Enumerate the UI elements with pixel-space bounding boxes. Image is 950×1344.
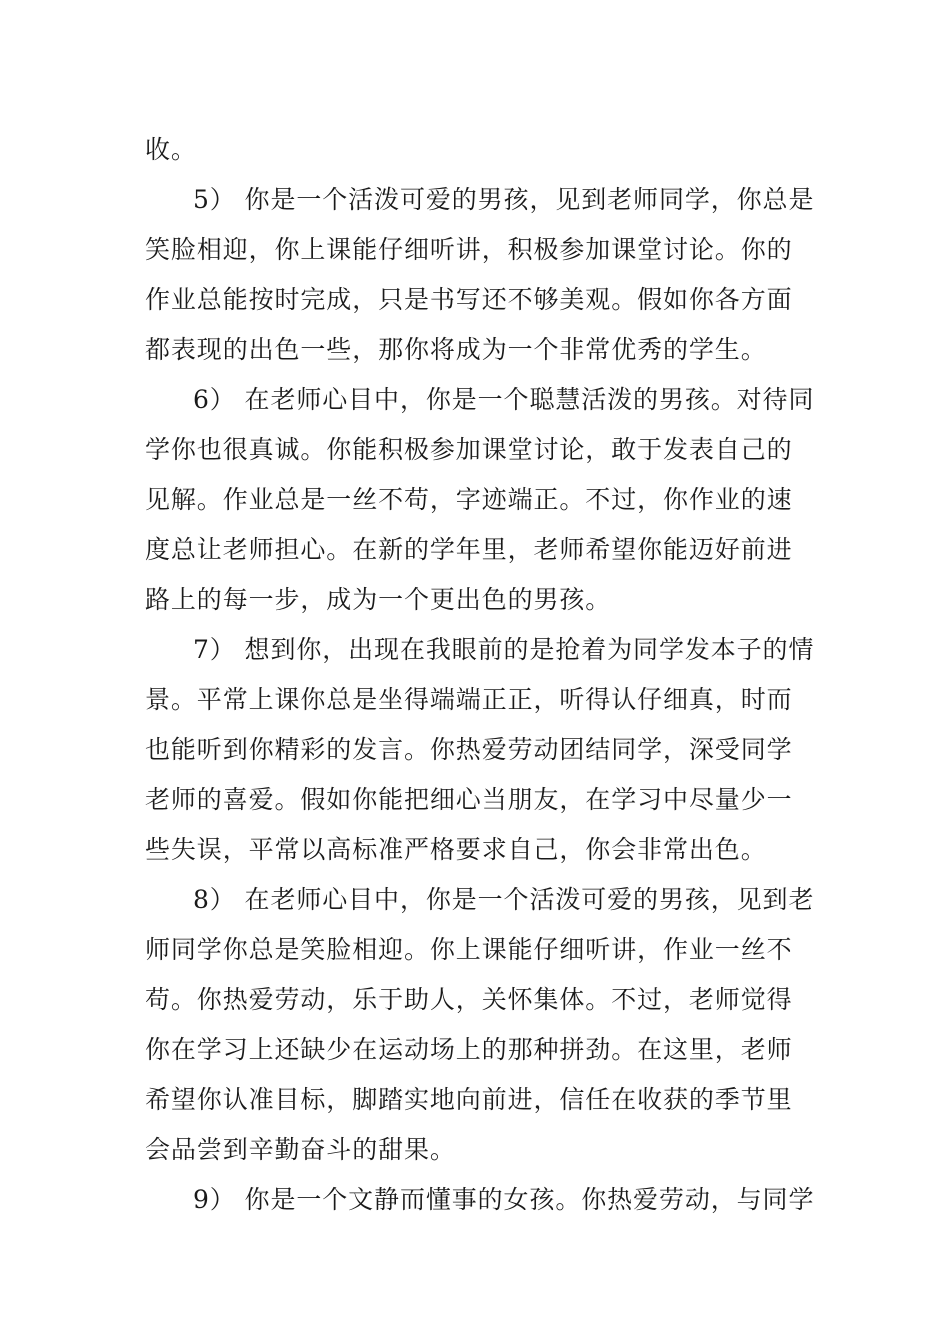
document-body xyxy=(145,125,815,1225)
text-line: 都表现的出色一些，那你将成为一个非常优秀的学生。 xyxy=(145,335,767,364)
text-line: 会品尝到辛勤奋斗的甜果。 xyxy=(145,1135,456,1164)
paragraph-9-line: 9） 你是一个文静而懂事的女孩。你热爱劳动，与同学 xyxy=(193,1185,815,1214)
text-line: 笑脸相迎，你上课能仔细听讲，积极参加课堂讨论。你的 xyxy=(145,235,793,264)
text-line: 作业总能按时完成，只是书写还不够美观。假如你各方面 xyxy=(145,285,793,314)
text-line: 景。平常上课你总是坐得端端正正，听得认仔细真，时而 xyxy=(145,685,793,714)
text-line: 路上的每一步，成为一个更出色的男孩。 xyxy=(145,585,612,614)
text-line: 学你也很真诚。你能积极参加课堂讨论，敢于发表自己的 xyxy=(145,435,793,464)
paragraph-7-line: 7） 想到你，出现在我眼前的是抢着为同学发本子的情 xyxy=(193,635,815,664)
paragraph-6-line: 6） 在老师心目中，你是一个聪慧活泼的男孩。对待同 xyxy=(193,385,815,414)
text-line: 老师的喜爱。假如你能把细心当朋友，在学习中尽量少一 xyxy=(145,785,793,814)
text-line: 苟。你热爱劳动，乐于助人，关怀集体。不过，老师觉得 xyxy=(145,985,793,1014)
text-line: 收。 xyxy=(145,135,197,164)
text-line: 希望你认准目标，脚踏实地向前进，信任在收获的季节里 xyxy=(145,1085,793,1114)
text-line: 也能听到你精彩的发言。你热爱劳动团结同学，深受同学 xyxy=(145,735,793,764)
paragraph-8-line: 8） 在老师心目中，你是一个活泼可爱的男孩，见到老 xyxy=(193,885,815,914)
text-line: 些失误，平常以高标准严格要求自己，你会非常出色。 xyxy=(145,835,767,864)
text-line: 师同学你总是笑脸相迎。你上课能仔细听讲，作业一丝不 xyxy=(145,935,793,964)
text-line: 见解。作业总是一丝不苟，字迹端正。不过，你作业的速 xyxy=(145,485,793,514)
text-line: 你在学习上还缺少在运动场上的那种拼劲。在这里，老师 xyxy=(145,1035,793,1064)
paragraph-5-line: 5） 你是一个活泼可爱的男孩，见到老师同学，你总是 xyxy=(193,185,815,214)
text-line: 度总让老师担心。在新的学年里，老师希望你能迈好前进 xyxy=(145,535,793,564)
